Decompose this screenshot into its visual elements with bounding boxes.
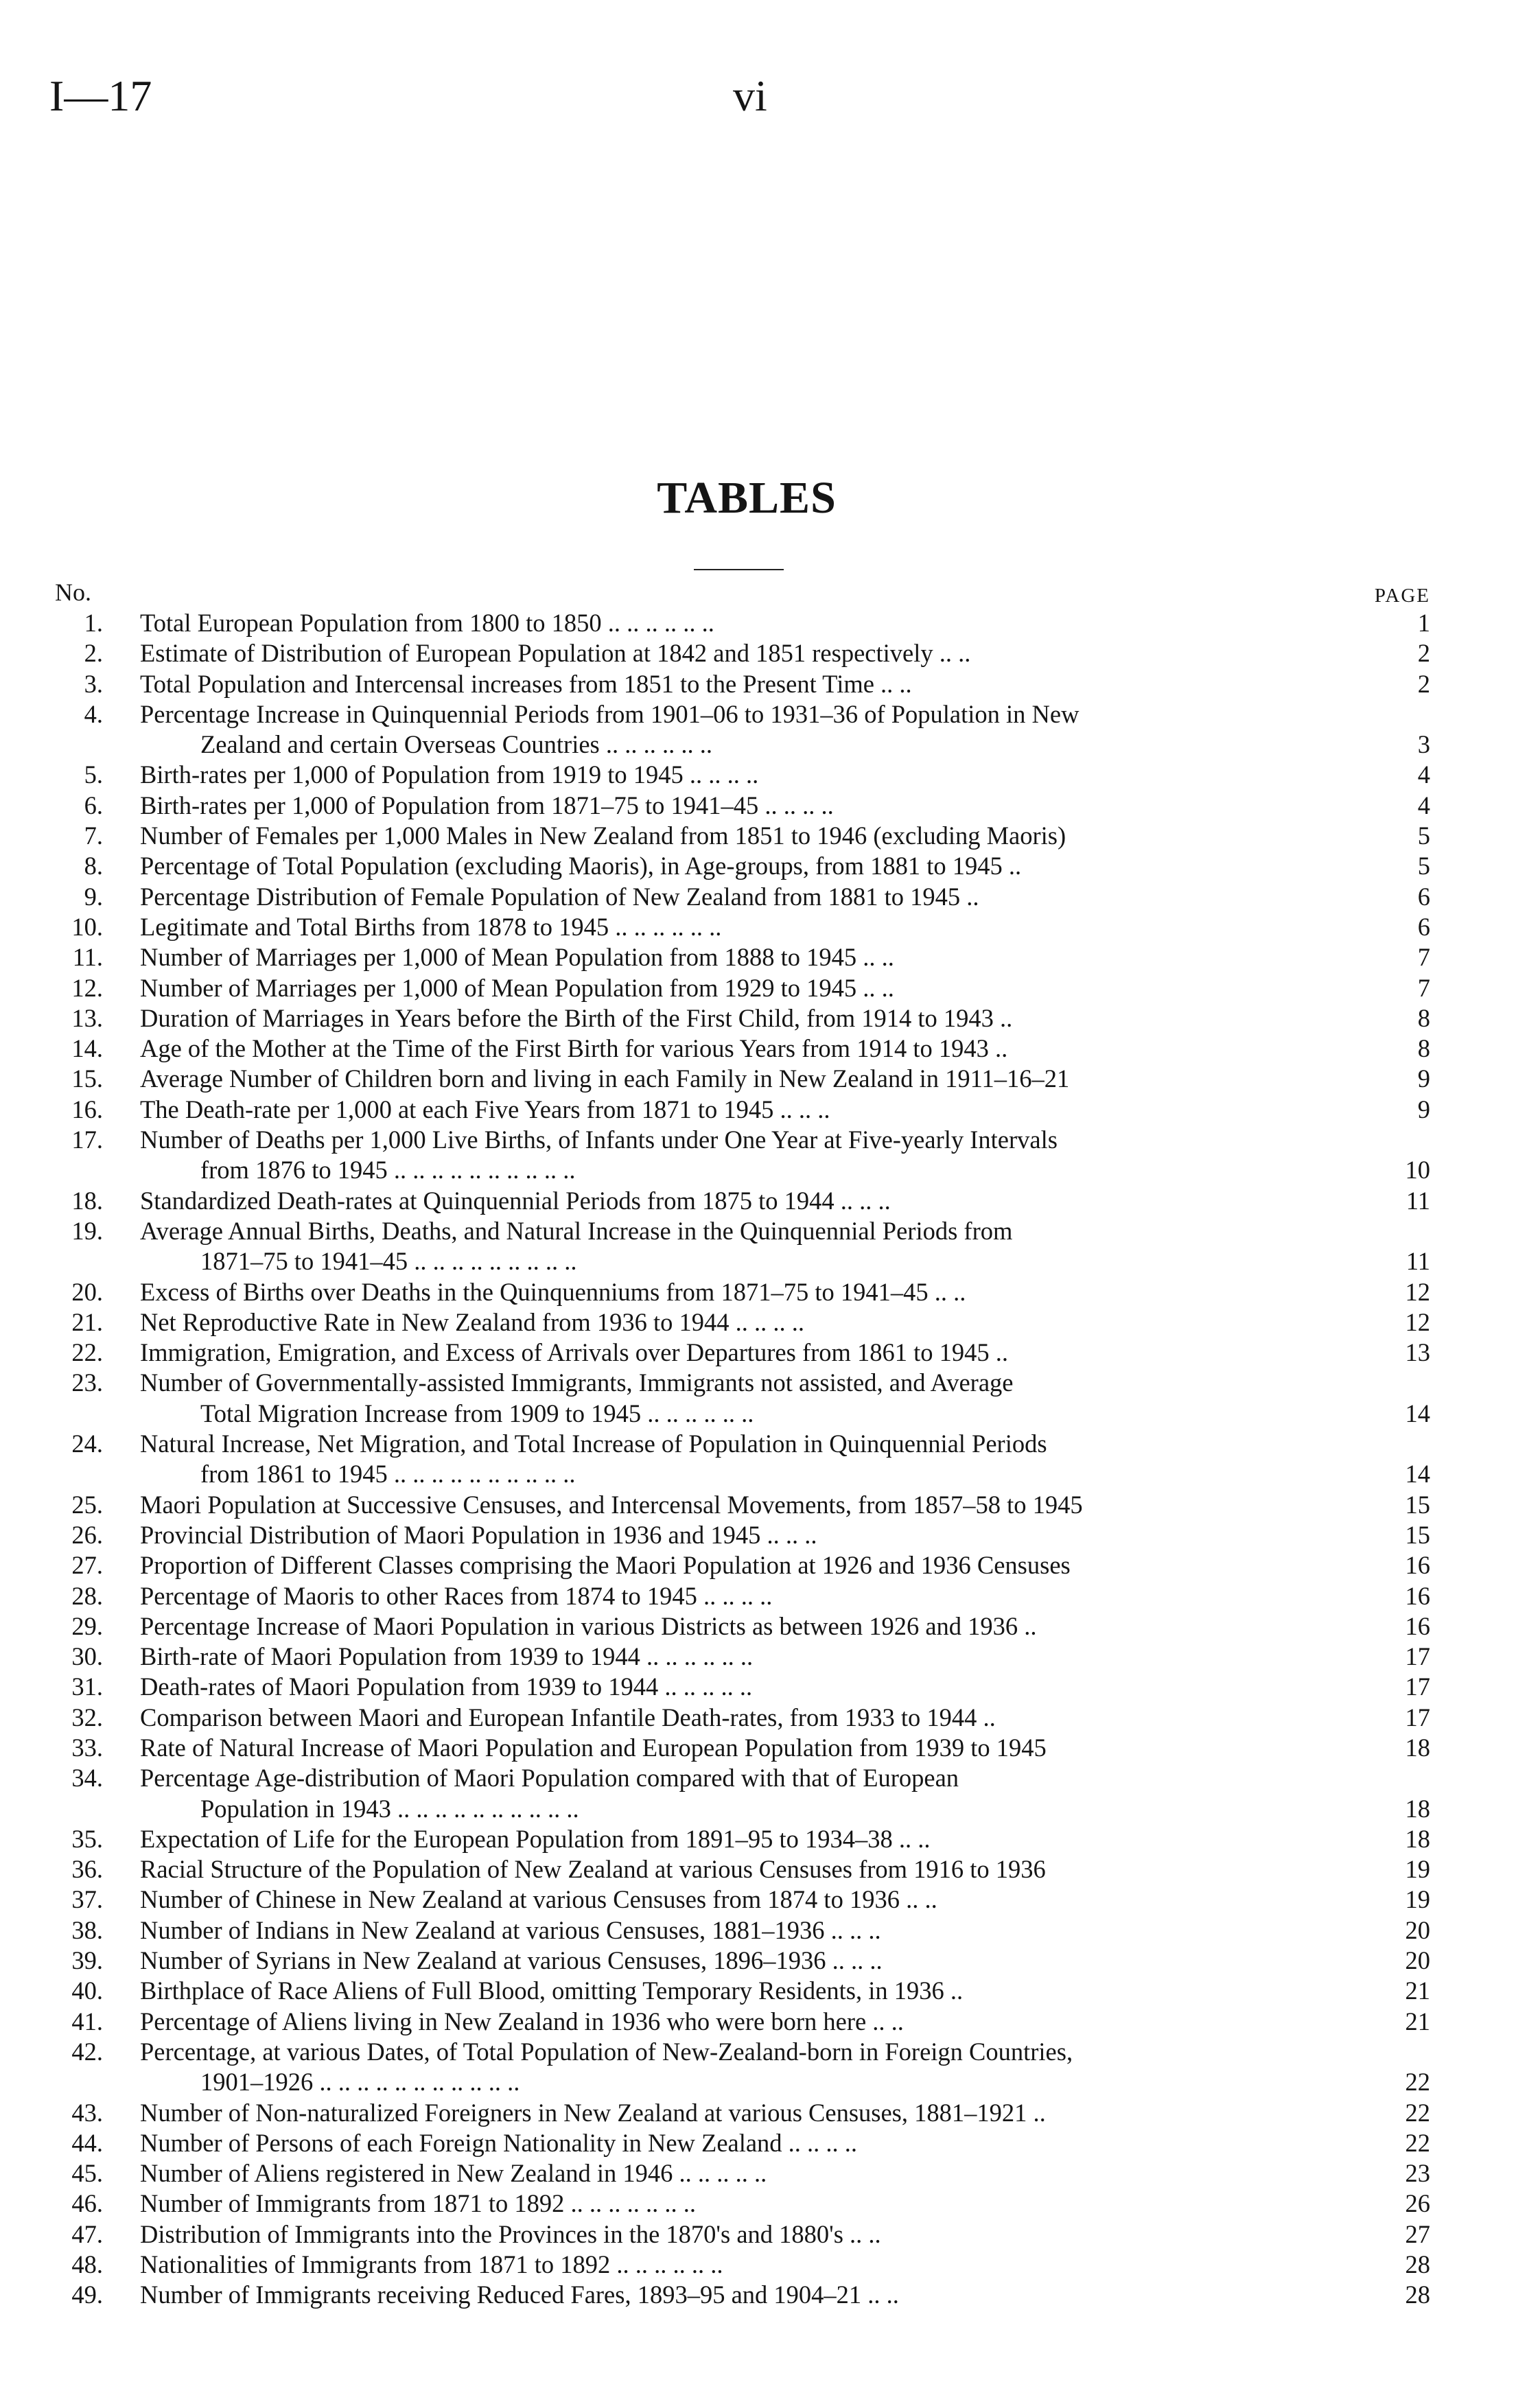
entry-number: 40.: [71, 1976, 103, 2005]
entry-title: The Death-rate per 1,000 at each Five Years from 1871 to 1945 .. .. ..: [140, 1095, 830, 1123]
entry-page: 5: [1389, 851, 1430, 881]
entry-title: Number of Chinese in New Zealand at various Censuses from 1874 to 1936 .. ..: [140, 1885, 937, 1914]
entry-page: 4: [1389, 760, 1430, 790]
entry-number: 41.: [71, 2007, 103, 2035]
entry-title: Population in 1943 .. .. .. .. .. .. .. .. .. ..: [200, 1794, 579, 1823]
entry-number: 1.: [84, 609, 103, 637]
entry-number: 34.: [71, 1764, 103, 1793]
entry-number: 38.: [71, 1915, 103, 1944]
entry-number: 6.: [84, 791, 103, 819]
entry-title: Zealand and certain Overseas Countries .. .. .. .. .. ..: [200, 730, 712, 759]
entry-title: Net Reproductive Rate in New Zealand from 1936 to 1944 .. .. .. ..: [140, 1307, 805, 1336]
toc-entry: [55, 1490, 1432, 1520]
toc-entry: [55, 699, 1432, 760]
entry-number: 12.: [71, 973, 103, 1002]
toc-entry: [55, 2158, 1432, 2189]
entry-number: 25.: [71, 1490, 103, 1519]
entry-title: Birth-rates per 1,000 of Population from 1871–75 to 1941–45 .. .. .. ..: [140, 791, 834, 819]
entry-title: Percentage of Total Population (excluding Maoris), in Age-groups, from 1881 to 1945 ..: [140, 852, 1022, 880]
entry-number: 7.: [84, 821, 103, 850]
entry-title: Estimate of Distribution of European Population at 1842 and 1851 respectively .. ..: [140, 639, 971, 668]
title-rule: [694, 569, 784, 570]
entry-title: Percentage, at various Dates, of Total Population of New-Zealand-born in Foreign Countries,: [140, 2037, 1073, 2066]
entry-title: Percentage Distribution of Female Population of New Zealand from 1881 to 1945 ..: [140, 882, 979, 911]
entry-title: Number of Non-naturalized Foreigners in New Zealand at various Censuses, 1881–1921 ..: [140, 2098, 1046, 2127]
entry-title: Standardized Death-rates at Quinquennial Periods from 1875 to 1944 .. .. ..: [140, 1186, 891, 1215]
toc-entry: [55, 791, 1432, 821]
entry-page: 14: [1389, 1399, 1430, 1429]
entry-number: 16.: [71, 1095, 103, 1123]
entry-number: 36.: [71, 1855, 103, 1884]
toc-entry: [55, 2128, 1432, 2158]
toc-entry: [55, 669, 1432, 699]
toc-entry: [55, 1763, 1432, 1824]
entry-number: 3.: [84, 669, 103, 698]
entry-page: 17: [1389, 1703, 1430, 1733]
page-number: vi: [733, 71, 767, 120]
page-title: TABLES: [657, 473, 837, 523]
toc-entry: [55, 1581, 1432, 1611]
entry-page: 12: [1389, 1277, 1430, 1307]
entry-number: 30.: [71, 1642, 103, 1671]
entry-number: 39.: [71, 1946, 103, 1975]
entry-title: Number of Marriages per 1,000 of Mean Population from 1888 to 1945 .. ..: [140, 943, 894, 972]
entry-number: 43.: [71, 2098, 103, 2127]
entry-number: 2.: [84, 639, 103, 668]
entry-title: Maori Population at Successive Censuses, and Intercensal Movements, from 1857–58 to 1945: [140, 1490, 1083, 1519]
entry-number: 44.: [71, 2128, 103, 2157]
toc-entry: [55, 1915, 1432, 1946]
entry-title: Provincial Distribution of Maori Population in 1936 and 1945 .. .. ..: [140, 1520, 817, 1549]
entry-title: Excess of Births over Deaths in the Quinquenniums from 1871–75 to 1941–45 .. ..: [140, 1277, 966, 1306]
toc-entry: [55, 1277, 1432, 1307]
entry-page: 18: [1389, 1794, 1430, 1824]
toc-entry: [55, 882, 1432, 912]
toc-entry: [55, 1672, 1432, 1702]
entry-page: 6: [1389, 912, 1430, 942]
entry-number: 22.: [71, 1338, 103, 1367]
entry-title: Percentage of Aliens living in New Zealand in 1936 who were born here .. ..: [140, 2007, 904, 2035]
entry-number: 37.: [71, 1885, 103, 1914]
entry-page: 26: [1389, 2189, 1430, 2219]
entry-title: Natural Increase, Net Migration, and Total Increase of Population in Quinquennial Periods: [140, 1429, 1047, 1458]
toc-entry: [55, 1034, 1432, 1064]
entry-page: 11: [1389, 1246, 1430, 1276]
entry-title: Legitimate and Total Births from 1878 to 1945 .. .. .. .. .. ..: [140, 912, 722, 941]
entry-title: Average Annual Births, Deaths, and Natural Increase in the Quinquennial Periods from: [140, 1216, 1013, 1245]
entry-title: Birth-rate of Maori Population from 1939 to 1944 .. .. .. .. .. ..: [140, 1642, 754, 1671]
toc-entry: [55, 760, 1432, 790]
entry-page: 5: [1389, 821, 1430, 851]
toc-entry: [55, 1307, 1432, 1338]
entry-number: 17.: [71, 1125, 103, 1154]
document-reference: I—17: [49, 71, 152, 120]
toc-entry: [55, 1611, 1432, 1642]
toc-entry: [55, 2219, 1432, 2250]
entry-number: 4.: [84, 699, 103, 728]
entry-page: 21: [1389, 1976, 1430, 2006]
entry-title: Immigration, Emigration, and Excess of Arrivals over Departures from 1861 to 1945 ..: [140, 1338, 1009, 1367]
entry-page: 15: [1389, 1520, 1430, 1550]
toc-entry: [55, 2189, 1432, 2219]
entry-title: Rate of Natural Increase of Maori Population and European Population from 1939 to 1945: [140, 1733, 1047, 1762]
entry-page: 22: [1389, 2067, 1430, 2097]
entry-page: 20: [1389, 1915, 1430, 1946]
entry-number: 49.: [71, 2280, 103, 2309]
entry-title: Death-rates of Maori Population from 1939 to 1944 .. .. .. .. ..: [140, 1672, 753, 1701]
entry-number: 24.: [71, 1429, 103, 1458]
entry-page: 15: [1389, 1490, 1430, 1520]
entry-title: Percentage Increase of Maori Population in various Districts as between 1926 and 1936 ..: [140, 1611, 1037, 1640]
toc-entry: [55, 912, 1432, 942]
entry-page: 8: [1389, 1003, 1430, 1034]
entry-number: 15.: [71, 1064, 103, 1093]
entry-page: 10: [1389, 1155, 1430, 1185]
entry-title: Number of Syrians in New Zealand at various Censuses, 1896–1936 .. .. ..: [140, 1946, 883, 1975]
toc-entry: [55, 2280, 1432, 2310]
entry-page: 9: [1389, 1095, 1430, 1125]
entry-number: 46.: [71, 2189, 103, 2218]
entry-number: 27.: [71, 1551, 103, 1580]
entry-page: 11: [1389, 1186, 1430, 1216]
entry-page: 17: [1389, 1642, 1430, 1672]
entry-page: 16: [1389, 1581, 1430, 1611]
entry-page: 1: [1389, 608, 1430, 638]
entry-page: 23: [1389, 2158, 1430, 2189]
entry-title: Percentage of Maoris to other Races from 1874 to 1945 .. .. .. ..: [140, 1581, 773, 1610]
toc-entry: [55, 2007, 1432, 2037]
entry-page: 6: [1389, 882, 1430, 912]
entry-page: 16: [1389, 1550, 1430, 1580]
entry-page: 7: [1389, 973, 1430, 1003]
entry-title: Number of Immigrants receiving Reduced Fares, 1893–95 and 1904–21 .. ..: [140, 2280, 899, 2309]
entry-page: 14: [1389, 1459, 1430, 1489]
entry-title: Number of Aliens registered in New Zealand in 1946 .. .. .. .. ..: [140, 2159, 767, 2188]
entry-title: Distribution of Immigrants into the Provinces in the 1870's and 1880's .. ..: [140, 2219, 881, 2248]
entry-title: Comparison between Maori and European Infantile Death-rates, from 1933 to 1944 ..: [140, 1703, 996, 1731]
entry-number: 48.: [71, 2250, 103, 2279]
entry-title: Average Number of Children born and living in each Family in New Zealand in 1911–16–21: [140, 1064, 1070, 1093]
toc-entry: [55, 851, 1432, 881]
entry-page: 21: [1389, 2007, 1430, 2037]
toc-entry: [55, 608, 1432, 638]
entry-page: 27: [1389, 2219, 1430, 2250]
entry-title: Total Population and Intercensal increases from 1851 to the Present Time .. ..: [140, 669, 912, 698]
entry-title: Total European Population from 1800 to 1850 .. .. .. .. .. ..: [140, 609, 714, 637]
toc-entry: [55, 821, 1432, 851]
entry-title: 1901–1926 .. .. .. .. .. .. .. .. .. .. ..: [200, 2068, 520, 2097]
toc-entry: [55, 1946, 1432, 1976]
toc-entry: [55, 1186, 1432, 1216]
entry-title: Birth-rates per 1,000 of Population from 1919 to 1945 .. .. .. ..: [140, 760, 759, 789]
entry-title: Age of the Mother at the Time of the First Birth for various Years from 1914 to 1943 ..: [140, 1034, 1008, 1063]
toc-entry: [55, 1216, 1432, 1277]
entry-number: 33.: [71, 1733, 103, 1762]
entry-title: Percentage Increase in Quinquennial Periods from 1901–06 to 1931–36 of Population in New: [140, 699, 1080, 728]
entry-number: 31.: [71, 1672, 103, 1701]
toc-entry: [55, 2037, 1432, 2098]
toc-entry: [55, 1550, 1432, 1580]
entry-number: 10.: [71, 912, 103, 941]
toc-entry: [55, 1884, 1432, 1915]
toc-entry: [55, 1703, 1432, 1733]
entry-title: Number of Deaths per 1,000 Live Births, of Infants under One Year at Five-yearly Intervals: [140, 1125, 1058, 1154]
column-header-no: No.: [55, 579, 91, 606]
entry-number: 21.: [71, 1307, 103, 1336]
entry-title: Number of Indians in New Zealand at various Censuses, 1881–1936 .. .. ..: [140, 1915, 881, 1944]
toc-entry: [55, 1824, 1432, 1854]
entry-number: 5.: [84, 760, 103, 789]
entry-number: 8.: [84, 852, 103, 880]
entry-page: 8: [1389, 1034, 1430, 1064]
column-header-page: PAGE: [1374, 585, 1430, 607]
entry-page: 28: [1389, 2250, 1430, 2280]
toc-entry: [55, 1520, 1432, 1550]
entry-title: from 1876 to 1945 .. .. .. .. .. .. .. .. .. ..: [200, 1156, 576, 1185]
entry-title: Duration of Marriages in Years before the Birth of the First Child, from 1914 to 1943 ..: [140, 1003, 1013, 1032]
entry-page: 13: [1389, 1338, 1430, 1368]
toc-entry: [55, 1733, 1432, 1763]
entry-title: from 1861 to 1945 .. .. .. .. .. .. .. .. .. ..: [200, 1460, 576, 1489]
entry-title: Number of Persons of each Foreign Nationality in New Zealand .. .. .. ..: [140, 2128, 858, 2157]
entry-number: 9.: [84, 882, 103, 911]
entry-title: Total Migration Increase from 1909 to 1945 .. .. .. .. .. ..: [200, 1399, 754, 1427]
entry-number: 45.: [71, 2159, 103, 2188]
entry-title: Expectation of Life for the European Population from 1891–95 to 1934–38 .. ..: [140, 1824, 931, 1853]
toc-entry: [55, 1003, 1432, 1034]
entry-number: 20.: [71, 1277, 103, 1306]
toc-entry: [55, 1642, 1432, 1672]
toc-entry: [55, 942, 1432, 972]
entry-number: 26.: [71, 1520, 103, 1549]
toc-entry: [55, 2098, 1432, 2128]
entry-title: Nationalities of Immigrants from 1871 to 1892 .. .. .. .. .. ..: [140, 2250, 723, 2279]
entry-page: 2: [1389, 669, 1430, 699]
entry-title: Proportion of Different Classes comprising the Maori Population at 1926 and 1936 Censuses: [140, 1551, 1071, 1580]
entry-title: Racial Structure of the Population of New Zealand at various Censuses from 1916 to 1936: [140, 1855, 1046, 1884]
entry-page: 7: [1389, 942, 1430, 972]
toc-entry: [55, 1368, 1432, 1429]
entry-page: 19: [1389, 1854, 1430, 1884]
toc-entry: [55, 1976, 1432, 2006]
entry-number: 28.: [71, 1581, 103, 1610]
toc-entry: [55, 1095, 1432, 1125]
entry-number: 35.: [71, 1824, 103, 1853]
entry-title: Number of Governmentally-assisted Immigrants, Immigrants not assisted, and Average: [140, 1368, 1014, 1397]
entry-title: Number of Marriages per 1,000 of Mean Population from 1929 to 1945 .. ..: [140, 973, 894, 1002]
entry-number: 13.: [71, 1003, 103, 1032]
entry-number: 42.: [71, 2037, 103, 2066]
entry-number: 29.: [71, 1611, 103, 1640]
entry-page: 28: [1389, 2280, 1430, 2310]
toc-entry: [55, 1064, 1432, 1094]
entry-page: 16: [1389, 1611, 1430, 1642]
entry-page: 4: [1389, 791, 1430, 821]
entry-page: 20: [1389, 1946, 1430, 1976]
entry-title: Number of Females per 1,000 Males in New Zealand from 1851 to 1946 (excluding Maoris): [140, 821, 1066, 850]
entry-title: 1871–75 to 1941–45 .. .. .. .. .. .. .. .. ..: [200, 1247, 577, 1276]
toc-entry: [55, 1854, 1432, 1884]
toc-entry: [55, 638, 1432, 668]
entry-page: 9: [1389, 1064, 1430, 1094]
entry-title: Number of Immigrants from 1871 to 1892 .. .. .. .. .. .. ..: [140, 2189, 697, 2218]
column-headers: [55, 578, 1432, 608]
entry-number: 23.: [71, 1368, 103, 1397]
entry-page: 18: [1389, 1824, 1430, 1854]
table-of-contents: [55, 608, 1432, 2311]
entry-page: 22: [1389, 2128, 1430, 2158]
entry-number: 47.: [71, 2219, 103, 2248]
toc-entry: [55, 1338, 1432, 1368]
entry-number: 11.: [72, 943, 103, 972]
entry-page: 17: [1389, 1672, 1430, 1702]
entry-number: 14.: [71, 1034, 103, 1063]
toc-entry: [55, 973, 1432, 1003]
entry-title: Percentage Age-distribution of Maori Population compared with that of European: [140, 1764, 959, 1793]
entry-page: 2: [1389, 638, 1430, 668]
entry-number: 18.: [71, 1186, 103, 1215]
entry-title: Birthplace of Race Aliens of Full Blood, omitting Temporary Residents, in 1936 ..: [140, 1976, 964, 2005]
toc-entry: [55, 2250, 1432, 2280]
entry-number: 32.: [71, 1703, 103, 1731]
entry-page: 3: [1389, 730, 1430, 760]
toc-entry: [55, 1429, 1432, 1490]
toc-entry: [55, 1125, 1432, 1186]
entry-page: 12: [1389, 1307, 1430, 1338]
entry-page: 22: [1389, 2098, 1430, 2128]
entry-page: 18: [1389, 1733, 1430, 1763]
entry-number: 19.: [71, 1216, 103, 1245]
entry-page: 19: [1389, 1884, 1430, 1915]
